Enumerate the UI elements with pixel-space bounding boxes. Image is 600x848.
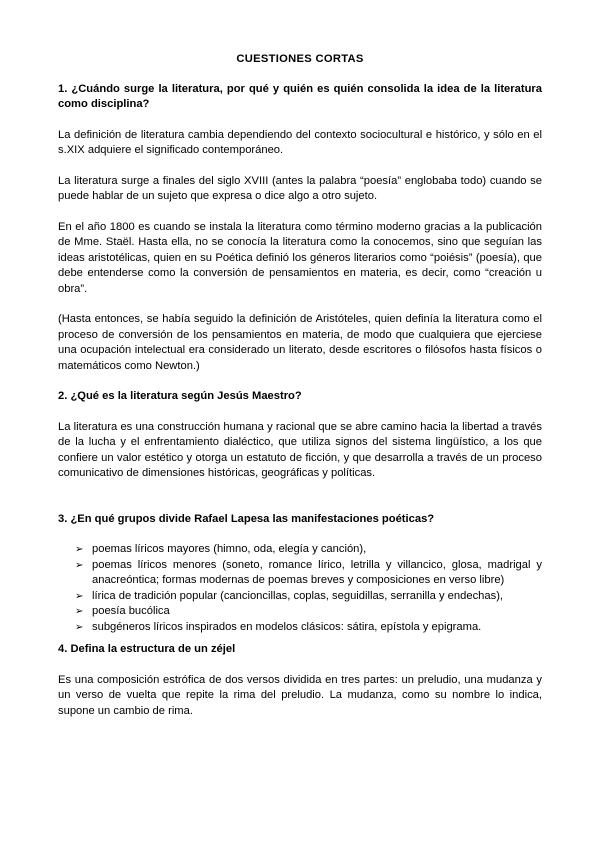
list-item — [58, 604, 542, 620]
arrow-bullet-icon: ➢ — [75, 590, 84, 602]
list-item — [58, 542, 542, 558]
question-3-heading: 3. ¿En qué grupos divide Rafael Lapesa las manifestaciones poéticas? — [58, 512, 435, 525]
list-item — [58, 620, 542, 636]
answer-1-paragraph-1: La definición de literatura cambia dependiendo del contexto sociocultural e histórico, y sólo en el s.XIX adquiere el significado contemporáneo. — [58, 128, 542, 156]
answer-2-paragraph-1: La literatura es una construcción humana y racional que se abre camino hacia la libertad a través de la lucha y el enfrentamiento dialéctico, que utiliza signos del sistema lingüístico, a los que confiere un valor estético y otorga un estatuto de ficción, y que desarrolla a través de un proceso comunicativo de dimensiones históricas, geográficas y políticas. — [58, 420, 542, 479]
list-item-text: poesía bucólica — [92, 605, 170, 617]
list-item-text: subgéneros líricos inspirados en modelos clásicos: sátira, epístola y epigrama. — [92, 620, 482, 633]
question-4-heading: 4. Defina la estructura de un zéjel — [58, 643, 236, 655]
answer-1-paragraph-3: En el año 1800 es cuando se instala la literatura como término moderno gracias a la publicación de Mme. Staël. Hasta ella, no se conocía la literatura como la conocemos, sino que seguían las ideas aristotélicas, quien en su Poética definió los géneros literarios como “poiésis” (poesía), que debe entenderse como la conversión de pensamientos en materia, es decir, como “creación u obra”. — [58, 220, 542, 295]
arrow-bullet-icon: ➢ — [75, 559, 84, 571]
question-2-heading: 2. ¿Qué es la literatura según Jesús Maestro? — [58, 390, 302, 402]
list-item-text: poemas líricos menores (soneto, romance lírico, letrilla y villancico, glosa, madrigal y anacreóntica; formas modernas de poemas breves y composiciones en verso libre) — [92, 558, 542, 586]
question-1-heading: 1. ¿Cuándo surge la literatura, por qué y quién es quién consolida la idea de la literatura como disciplina? — [58, 82, 542, 110]
answer-1-paragraph-2: La literatura surge a finales del siglo XVIII (antes la palabra “poesía” englobaba todo) cuando se puede hablar de un sujeto que expresa o dice algo a otro sujeto. — [58, 174, 542, 202]
list-item-text: poemas líricos mayores (himno, oda, elegía y canción), — [92, 543, 367, 555]
list-item-text: lírica de tradición popular (cancioncillas, coplas, seguidillas, serranilla y endechas), — [92, 589, 504, 602]
answer-4-paragraph-1: Es una composición estrófica de dos versos dividida en tres partes: un preludio, una mudanza y un verso de vuelta que repite la rima del preludio. La mudanza, como su nombre lo indica, supone un cambio de rima. — [58, 673, 542, 717]
answer-1-paragraph-4: (Hasta entonces, se había seguido la definición de Aristóteles, quien definía la literatura como el proceso de conversión de los pensamientos en materia, de modo que cualquiera que ejerciese una ocupación intelectual era considerado un literato, desde escritores o filósofos hasta físicos o matemáticos como Newton.) — [58, 313, 542, 372]
list-item — [58, 558, 542, 589]
arrow-bullet-icon: ➢ — [75, 621, 84, 633]
poetic-groups-list — [58, 542, 542, 635]
list-item — [58, 589, 542, 605]
document-title: CUESTIONES CORTAS — [236, 53, 364, 65]
arrow-bullet-icon: ➢ — [75, 606, 84, 617]
document-body — [58, 52, 542, 734]
arrow-bullet-icon: ➢ — [75, 544, 84, 555]
